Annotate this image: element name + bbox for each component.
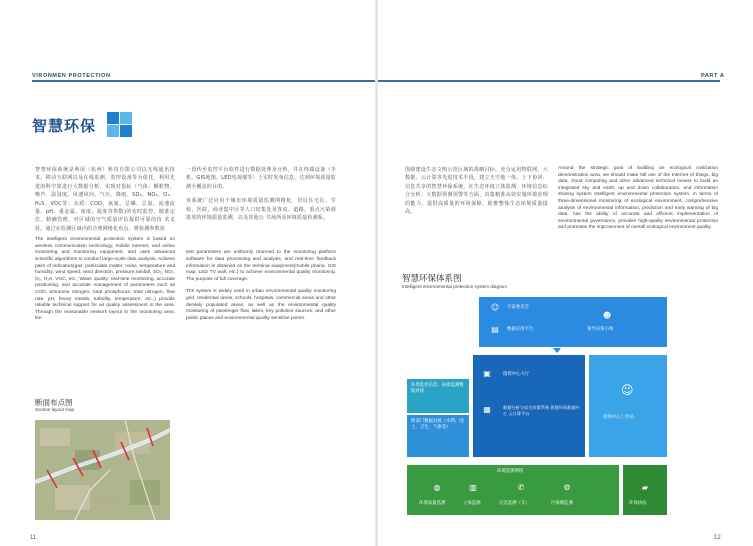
gear-icon: ⚙	[563, 483, 571, 492]
page-title: 智慧环保	[32, 117, 97, 135]
intro-chinese-text: 智慧环保系统是利用（杭州）科技有限公司以无线通讯技术、移动互联网以及在线监测、监控设备等为依托，利用先进的科学算进行大数据分析，实现对指标（气体：颗粒物、噪声、温湿度、风速风向、气压、降雨、SO₂、NO₂、O₃、H₂S、VOC等；水质：COD、氨氮、总磷、总氮、流速流量、pH、重金属、浊度、温度等参数)的实时监控、精准定位、精确管理，对区域的空气质量评估提供可靠的技 术支持。通过在监测区域内的合理网格化布点，将检测参数获	[35, 167, 175, 232]
header-rule-left	[32, 80, 375, 82]
monitor-emergency-label: 应急监测（车）	[499, 501, 530, 506]
decision-panel	[479, 297, 667, 347]
header-rule-right	[378, 80, 720, 82]
application-chinese-text: 该系统广泛应用于城市环境质量监测网格化，居民住宅区、学校、医院、商业集中区等人口密集处及客流、道路、重点污染源排放的环境质量监测，以及其他公 共场所及环境质量检测系。	[186, 198, 336, 222]
departments-box	[407, 415, 469, 457]
enforcement-box	[623, 465, 667, 515]
arrow-down-icon	[553, 348, 561, 353]
command-hall-label: 指挥中心大厅	[503, 372, 530, 377]
globe-icon: ◍	[433, 483, 441, 492]
phone-icon: ✆	[517, 483, 525, 492]
header-left-text: VIRONMEN PROTECTION	[32, 73, 111, 79]
page-number-left: 11	[30, 535, 37, 541]
workstation-label: 指挥中心工作站	[603, 415, 634, 420]
strategy-chinese-text: 围绕建设生态文明示范区域的战略目标，充分运用物联网、大数据、云计算等先进技术手段，建立天空地一体、上下协同、信息共享的智慧环保系统，在生态环境立体监测、环境信息综合分析、大数据预测预警等方面，真集精准高效实施环境治理的能力，提供高质量的环境保障，助推整体生态环境质量提高。	[405, 167, 548, 216]
monitor-pollution-label: 污染源监测	[551, 501, 573, 506]
truck-icon: ▰	[641, 483, 649, 492]
expert-committee-label: 专家委员会	[507, 305, 529, 310]
application-english-text: The system is widely used in urban environmental quality monitoring grid, residential areas, schools, hospitals, commercial areas and other densely populated areas, as well as the environmental quality monitoring of passenger flow, lakes, key pollution sources, and other public places and environmental quality sensitive points.	[186, 289, 336, 321]
data-platform-label: 数据应用平台	[507, 327, 534, 332]
squares-logo-icon	[107, 112, 133, 138]
network-label: 环境监测网络	[497, 469, 524, 474]
workstation-box	[589, 355, 667, 457]
column-1	[35, 166, 175, 327]
people-icon: ☺	[490, 303, 500, 312]
monitor-3d-label: 立体监测	[463, 501, 481, 506]
grid-icon: ▥	[469, 483, 477, 492]
chart-icon: ▤	[491, 325, 499, 334]
leader-group-label: 领导决策小组	[587, 327, 614, 332]
departments-label: 跨部门数据对接（水利、国土、卫生、气象等）	[411, 419, 464, 430]
strategy-english-text: Around the strategic goal of building an ecological civilization demonstration area, we should make full use of the Internet of things, big data, cloud computing and other advanced technical means to build an integrated sky and earth, up and down collaboration, and information sharing system Intelligent environmental protection system, in terms of three-dimensional monitoring of ecological environment, comprehensive analysis of environmental information, prediction and early warning of big data, has the ability of accurate and efficient implementation of environmental governance, provides high-quality environmental protection and promotes the improvement of overall ecological environment quality.	[558, 166, 718, 231]
section-map-subtitle: Section layout map	[35, 407, 75, 412]
command-center-box	[473, 355, 585, 457]
column-2	[186, 166, 336, 326]
platform-chinese-text: 一段传至监控平台软件进行数据处理及分析，并在终端设备（手机、GIS地图、LED电视墙等）上实时发布信息，达到环境质量监测全覆盖的目的。	[186, 167, 336, 190]
network-box	[407, 465, 619, 515]
analysis-label: 数据分析与综合决策系统 智慧环保数据中心 云计算平台	[503, 405, 580, 416]
intro-english-text: The intelligent environmental protection system is based on wireless communication technology, mobile Internet, and online monitoring and monitoring equipment, and uses advanced scientific algorithms to conduct large-scale data analysis. Achieve pairs of indicators(gas: particulate matter, noise, temperature and humidity, wind speed, wind direction, pressure,rainfall, SO₂, NO₂, O₃, H₂S, VOC, etc.; Water quality: real-time monitoring, accurate positioning, and accurate management of parameters such as COD, ammonia nitrogen, total phosphorus, total nitrogen, flow rate, pH, heavy metals, turbidity, temperature, etc.,) provide reliable technical support for air quality assessment in the area. Through the reasonable network layout in the monitoring area, the	[35, 237, 175, 322]
monitor-quality-label: 环境质量监测	[419, 501, 446, 506]
workgroup-icon: ☺	[621, 383, 634, 397]
column-3	[405, 166, 548, 220]
leader-icon: ☻	[602, 311, 612, 320]
monitor-icon: ▣	[483, 369, 491, 378]
diagram-section-title: 智慧环保体系图	[402, 274, 462, 284]
diagram-section-subtitle: Intelligent environmental protection system diagram	[402, 284, 507, 289]
platform-english-text: test parameters are uniformly returned to the monitoring platform software for data processing and analysis, and real-time feedback information is obtained on the terminal equipment(mobile phone, GIS map, LED TV wall, etc.) to achieve environmental quality monitoring. The purpose of full coverage.	[186, 250, 336, 282]
section-layout-map	[35, 420, 170, 520]
page-title-block	[32, 112, 136, 140]
enforcement-label: 环保执法	[629, 501, 647, 506]
section-map-title: 断面布点图	[35, 398, 73, 407]
service-label: 环境监控信息、前端监测数据对接	[411, 383, 464, 394]
header-right-text: PART A	[701, 73, 725, 79]
column-4	[558, 166, 718, 236]
service-box	[407, 379, 469, 413]
page-number-right: 12	[714, 535, 721, 541]
building-icon: ▦	[483, 405, 491, 414]
system-diagram	[407, 297, 672, 517]
